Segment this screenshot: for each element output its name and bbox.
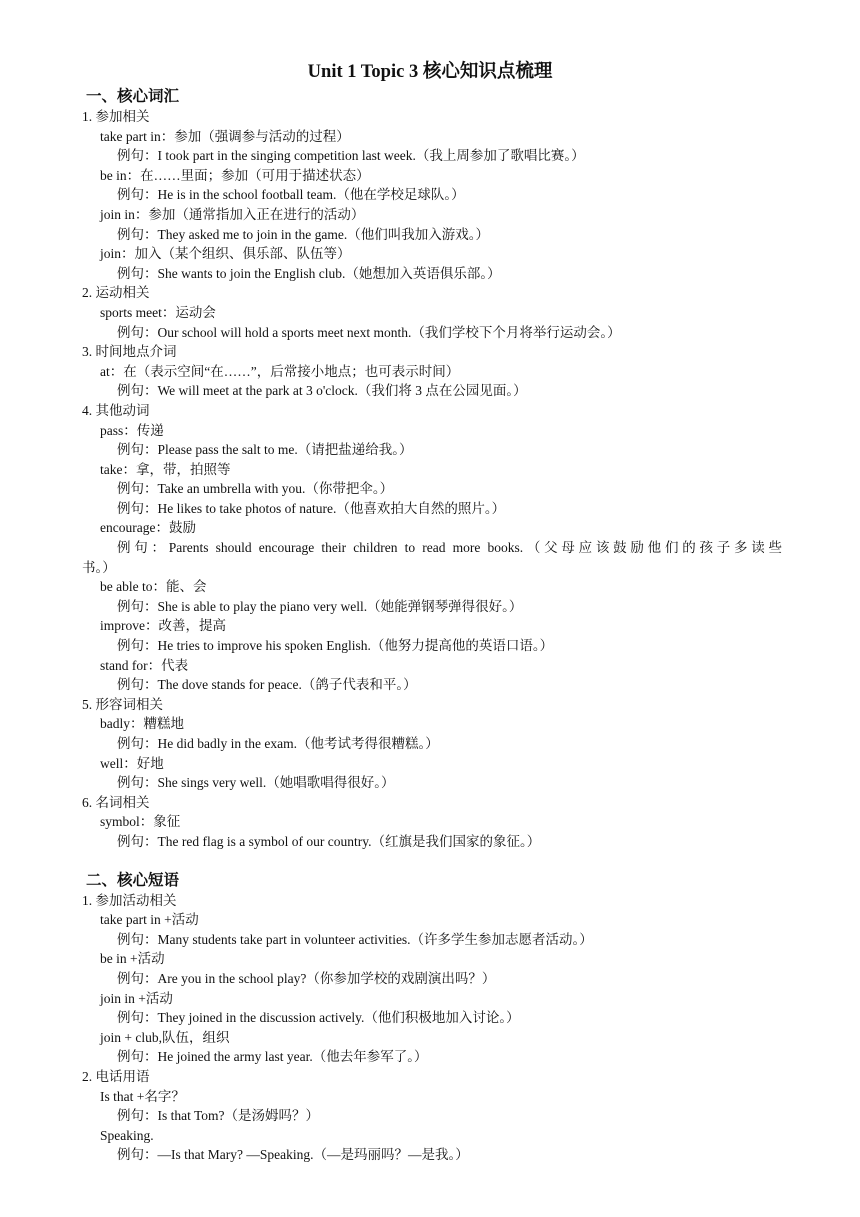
page-title: Unit 1 Topic 3 核心知识点梳理 — [307, 62, 553, 82]
example-sentence: 例句：Is that Tom?（是汤姆吗？） — [117, 1108, 320, 1124]
document-body — [0, 87, 860, 1165]
example-sentence: 例句：The dove stands for peace.（鸽子代表和平。） — [117, 677, 417, 693]
example-sentence: 例句：She sings very well.（她唱歌唱得很好。） — [117, 775, 395, 791]
category-heading: 6. 名词相关 — [82, 794, 150, 810]
vocab-term: badly：糟糕地 — [100, 716, 184, 732]
example-sentence: 例句：The red flag is a symbol of our country.（红旗是我们国家的象征。） — [117, 833, 541, 849]
example-sentence: 例句：They joined in the discussion actively.（他们积极地加入讨论。） — [117, 1010, 520, 1026]
example-sentence: 例句：—Is that Mary? —Speaking.（—是玛丽吗？—是我。） — [117, 1147, 469, 1163]
example-sentence: 例句：I took part in the singing competition last week.（我上周参加了歌唱比赛。） — [117, 148, 585, 164]
vocab-term: join in：参加（通常指加入正在进行的活动） — [100, 206, 365, 222]
example-sentence: 例句：Many students take part in volunteer activities.（许多学生参加志愿者活动。） — [117, 931, 593, 947]
example-sentence-continuation: 书。） — [82, 559, 116, 575]
example-sentence: 例句：He tries to improve his spoken English.（他努力提高他的英语口语。） — [117, 638, 554, 654]
category-heading: 2. 运动相关 — [82, 285, 150, 301]
example-sentence: 例句：Please pass the salt to me.（请把盐递给我。） — [117, 442, 413, 458]
example-sentence: 例句：She wants to join the English club.（她想加入英语俱乐部。） — [117, 265, 501, 281]
vocab-term: stand for：代表 — [100, 657, 189, 673]
vocab-term: be in：在……里面；参加（可用于描述状态） — [100, 167, 370, 183]
vocab-term: improve：改善，提高 — [100, 618, 226, 634]
example-sentence: 例句：He joined the army last year.（他去年参军了。） — [117, 1049, 428, 1065]
vocab-term: at：在（表示空间“在……”，后常接小地点；也可表示时间） — [100, 363, 460, 379]
phrase-term: take part in +活动 — [100, 912, 199, 928]
vocab-term: sports meet：运动会 — [100, 304, 216, 320]
phrase-term: join in +活动 — [100, 990, 173, 1006]
example-sentence: 例句：He did badly in the exam.（他考试考得很糟糕。） — [117, 736, 439, 751]
example-sentence: 例句：Take an umbrella with you.（你带把伞。） — [117, 481, 394, 497]
vocab-term: take：拿，带，拍照等 — [100, 461, 231, 477]
vocab-term: well：好地 — [100, 755, 164, 771]
example-sentence: 例句：Parents should encourage their children to read more books.（父母应该鼓励他们的孩子多读些 — [117, 540, 782, 556]
category-heading: 3. 时间地点介词 — [82, 344, 177, 360]
section-heading-phrases: 二、核心短语 — [86, 871, 180, 889]
vocab-term: take part in：参加（强调参与活动的过程） — [100, 128, 350, 144]
category-heading: 4. 其他动词 — [82, 402, 150, 418]
category-heading: 1. 参加相关 — [82, 109, 150, 124]
example-sentence: 例句：Our school will hold a sports meet next month.（我们学校下个月将举行运动会。） — [117, 324, 621, 340]
category-heading: 1. 参加活动相关 — [82, 892, 177, 908]
vocab-term: symbol：象征 — [100, 814, 181, 830]
example-sentence: 例句：They asked me to join in the game.（他们叫我加入游戏。） — [117, 226, 489, 242]
phrase-term: Is that +名字？ — [100, 1088, 185, 1104]
phrase-term: Speaking. — [100, 1127, 154, 1143]
example-sentence: 例句：We will meet at the park at 3 o'clock.（我们将 3 点在公园见面。） — [117, 383, 527, 399]
category-heading: 5. 形容词相关 — [82, 696, 163, 712]
example-sentence: 例句：Are you in the school play?（你参加学校的戏剧演出吗？） — [117, 970, 496, 986]
phrase-term: join + club,队伍，组织 — [100, 1029, 230, 1045]
vocab-term: pass：传递 — [100, 422, 164, 438]
vocab-term: be able to：能、会 — [100, 579, 207, 595]
example-sentence: 例句：He is in the school football team.（他在学校足球队。） — [117, 187, 465, 203]
vocab-term: encourage：鼓励 — [100, 520, 196, 536]
vocab-term: join：加入（某个组织、俱乐部、队伍等） — [100, 246, 351, 262]
example-sentence: 例句：She is able to play the piano very well.（她能弹钢琴弹得很好。） — [117, 598, 523, 614]
phrase-term: be in +活动 — [100, 951, 165, 967]
example-sentence: 例句：He likes to take photos of nature.（他喜欢拍大自然的照片。） — [117, 500, 506, 516]
section-heading-vocabulary: 一、核心词汇 — [86, 88, 180, 105]
category-heading: 2. 电话用语 — [82, 1068, 150, 1084]
